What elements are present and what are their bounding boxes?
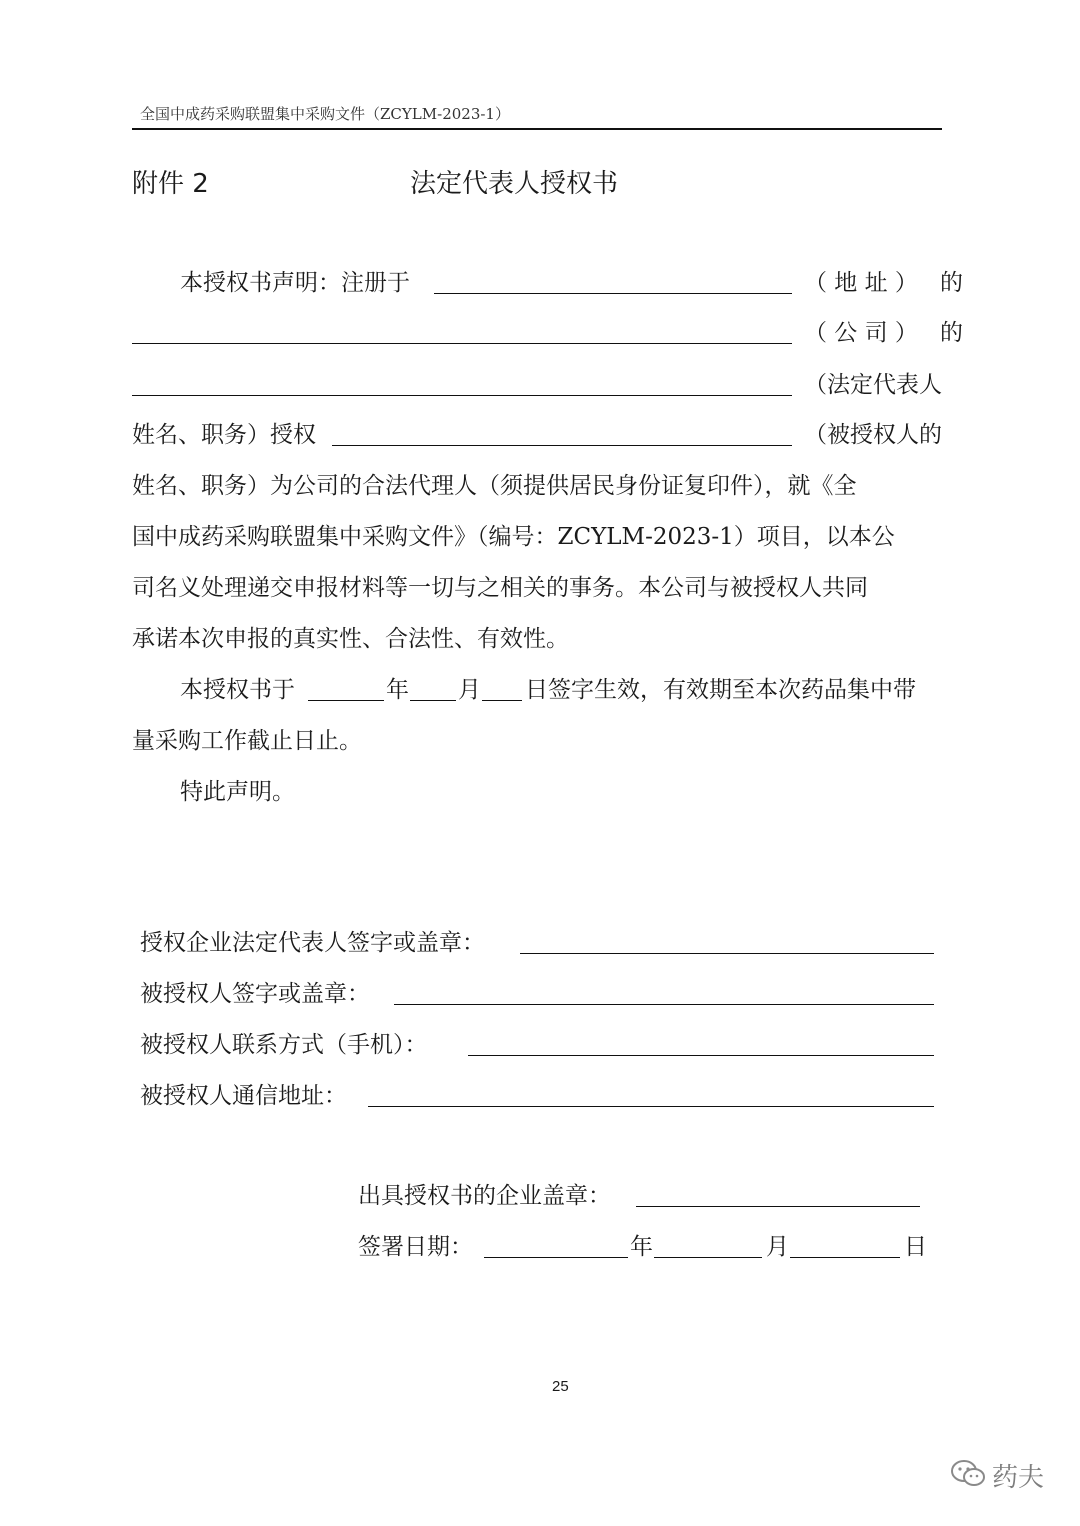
p2-suffix: 日签字生效，有效期至本次药品集中带 <box>525 677 916 703</box>
legal-rep-suffix: （法定代表人 <box>804 372 942 398</box>
p2-month: 月 <box>458 677 481 703</box>
body-line7: 司名义处理递交申报材料等一切与之相关的事务。本公司与被授权人共同 <box>132 575 868 601</box>
de-1: 的 <box>940 270 963 296</box>
watermark <box>950 1457 1044 1494</box>
address-label: 被授权人通信地址： <box>140 1083 347 1109</box>
line4-prefix: 姓名、职务）授权 <box>132 422 316 448</box>
body-line8: 承诺本次申报的真实性、合法性、有效性。 <box>132 626 569 652</box>
legal-rep-signature-label: 授权企业法定代表人签字或盖章： <box>140 930 485 956</box>
page-title: 法定代表人授权书 <box>410 169 619 199</box>
legal-rep-blank[interactable] <box>132 370 792 396</box>
p2-year: 年 <box>386 677 409 703</box>
authorized-signature-field[interactable] <box>394 979 934 1005</box>
sign-day-field[interactable] <box>790 1232 900 1258</box>
issuer-seal-field[interactable] <box>636 1181 920 1207</box>
effective-year-blank[interactable] <box>308 675 384 701</box>
p1-line1-prefix: 本授权书声明：注册于 <box>180 270 410 296</box>
address-field[interactable] <box>368 1081 934 1107</box>
body-line6: 国中成药采购联盟集中采购文件》（编号：ZCYLM-2023-1）项目，以本公 <box>132 524 895 550</box>
sign-month-field[interactable] <box>654 1232 762 1258</box>
header-divider <box>132 128 942 130</box>
page-number: 25 <box>552 1378 569 1395</box>
address-blank[interactable] <box>434 268 792 294</box>
authorized-person-blank[interactable] <box>332 420 792 446</box>
sign-month-unit: 月 <box>766 1234 789 1260</box>
de-2: 的 <box>940 320 963 346</box>
sign-day-unit: 日 <box>904 1234 927 1260</box>
p2-prefix: 本授权书于 <box>180 677 295 703</box>
wechat-icon <box>950 1459 986 1493</box>
sign-date-label: 签署日期： <box>358 1234 473 1260</box>
body-line10: 量采购工作截止日止。 <box>132 728 362 754</box>
legal-rep-signature-field[interactable] <box>520 928 934 954</box>
contact-label: 被授权人联系方式（手机）： <box>140 1032 428 1058</box>
effective-day-blank[interactable] <box>482 675 522 701</box>
issuer-seal-label: 出具授权书的企业盖章： <box>358 1183 611 1209</box>
sign-year-field[interactable] <box>484 1232 628 1258</box>
sign-year-unit: 年 <box>630 1234 653 1260</box>
company-suffix: （ 公 司 ） <box>804 320 918 346</box>
company-blank[interactable] <box>132 318 792 344</box>
body-line5: 姓名、职务）为公司的合法代理人（须提供居民身份证复印件），就《全 <box>132 473 857 499</box>
watermark-text: 药夫 <box>992 1463 1045 1493</box>
address-suffix: （ 地 址 ） <box>804 270 918 296</box>
authorized-signature-label: 被授权人签字或盖章： <box>140 981 370 1007</box>
declaration: 特此声明。 <box>180 779 295 805</box>
contact-field[interactable] <box>468 1030 934 1056</box>
document-header: 全国中成药采购联盟集中采购文件（ZCYLM-2023-1） <box>140 105 510 123</box>
attachment-label: 附件 2 <box>132 169 209 199</box>
line4-suffix: （被授权人的 <box>804 422 942 448</box>
effective-month-blank[interactable] <box>410 675 456 701</box>
